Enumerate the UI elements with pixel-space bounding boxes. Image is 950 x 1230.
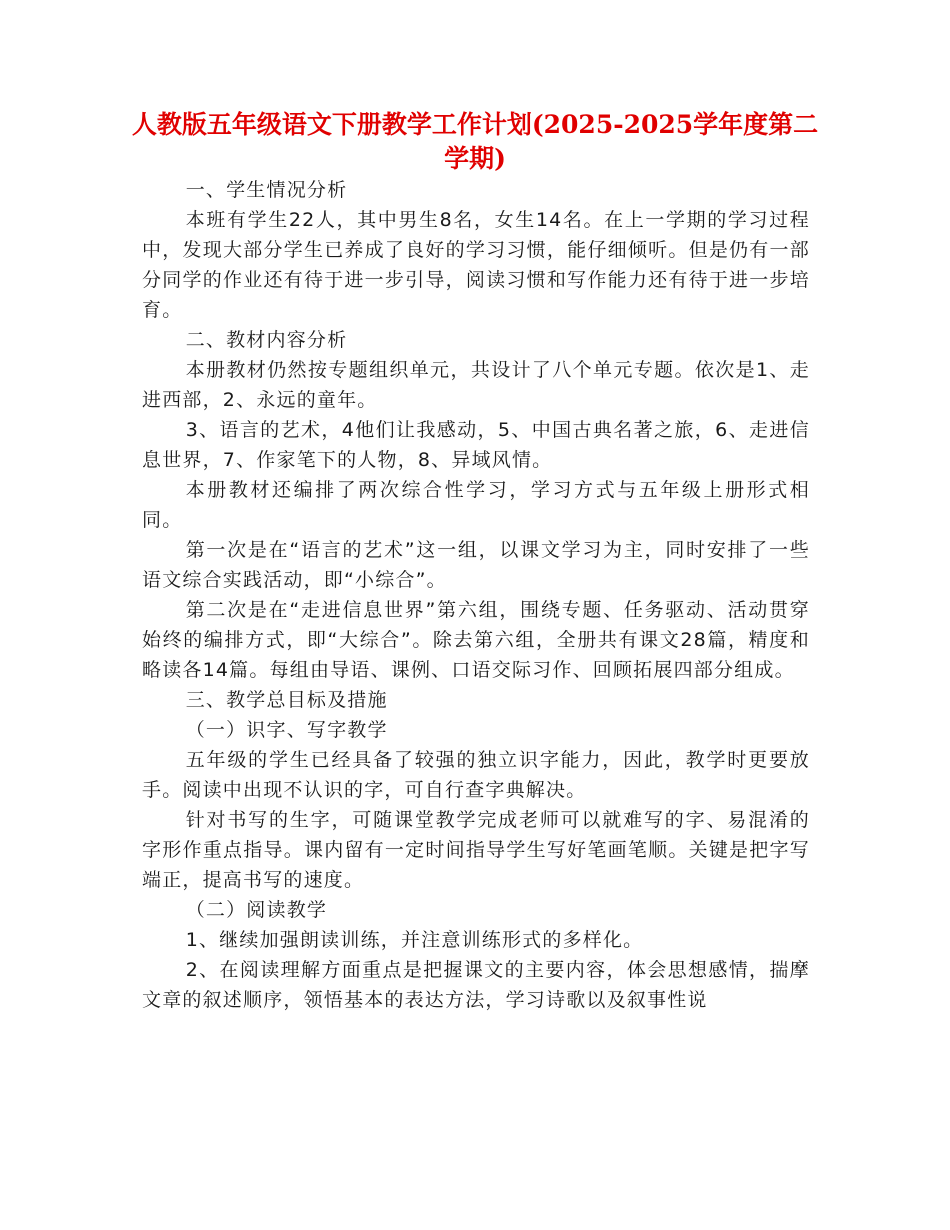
paragraph-first-comprehensive: 第一次是在“语言的艺术”这一组，以课文学习为主，同时安排了一些语文综合实践活动，即“小综合”。 (142, 539, 810, 591)
paragraph-writing-guidance: 针对书写的生字，可随课堂教学完成老师可以就难写的字、易混淆的字形作重点指导。课内留有一定时间指导学生写好笔画笔顺。关键是把字写端正，提高书写的速度。 (142, 809, 810, 891)
paragraph-second-comprehensive: 第二次是在“走进信息世界”第六组，围绕专题、任务驱动、活动贯穿始终的编排方式，即“大综合”。除去第六组，全册共有课文28篇，精度和略读各14篇。每组由导语、课例、口语交际习作、回顾拓展四部分组成。 (142, 599, 810, 681)
paragraph-reading-comprehension: 2、在阅读理解方面重点是把握课文的主要内容，体会思想感情，揣摩文章的叙述顺序，领悟基本的表达方法，学习诗歌以及叙事性说 (142, 959, 810, 1011)
subsection-heading-literacy: （一）识字、写字教学 (185, 719, 388, 741)
subsection-heading-reading: （二）阅读教学 (185, 899, 328, 921)
paragraph-units-list: 本册教材仍然按专题组织单元，共设计了八个单元专题。依次是1、走进西部，2、永远的童年。 (142, 359, 810, 411)
paragraph-literacy-ability: 五年级的学生已经具备了较强的独立识字能力，因此，教学时更要放手。阅读中出现不认识的字，可自行查字典解决。 (142, 749, 810, 801)
paragraph-student-analysis: 本班有学生22人，其中男生8名，女生14名。在上一学期的学习过程中，发现大部分学生已养成了良好的学习习惯，能仔细倾听。但是仍有一部分同学的作业还有待于进一步引导，阅读习惯和写作能力还有待于进一步培育。 (142, 209, 810, 321)
document-body (142, 175, 810, 1015)
section-heading-student-analysis: 一、学生情况分析 (185, 179, 348, 201)
document-title: 人教版五年级语文下册教学工作计划(2025-2025学年度第二学期) (131, 110, 819, 173)
paragraph-reading-aloud: 1、继续加强朗读训练，并注意训练形式的多样化。 (185, 929, 644, 951)
section-heading-goals-measures: 三、教学总目标及措施 (185, 689, 388, 711)
paragraph-comprehensive-learning: 本册教材还编排了两次综合性学习，学习方式与五年级上册形式相同。 (142, 479, 810, 531)
section-heading-textbook-analysis: 二、教材内容分析 (185, 329, 348, 351)
paragraph-units-list-continued: 3、语言的艺术，4他们让我感动，5、中国古典名著之旅，6、走进信息世界，7、作家笔下的人物，8、异域风情。 (142, 419, 810, 471)
